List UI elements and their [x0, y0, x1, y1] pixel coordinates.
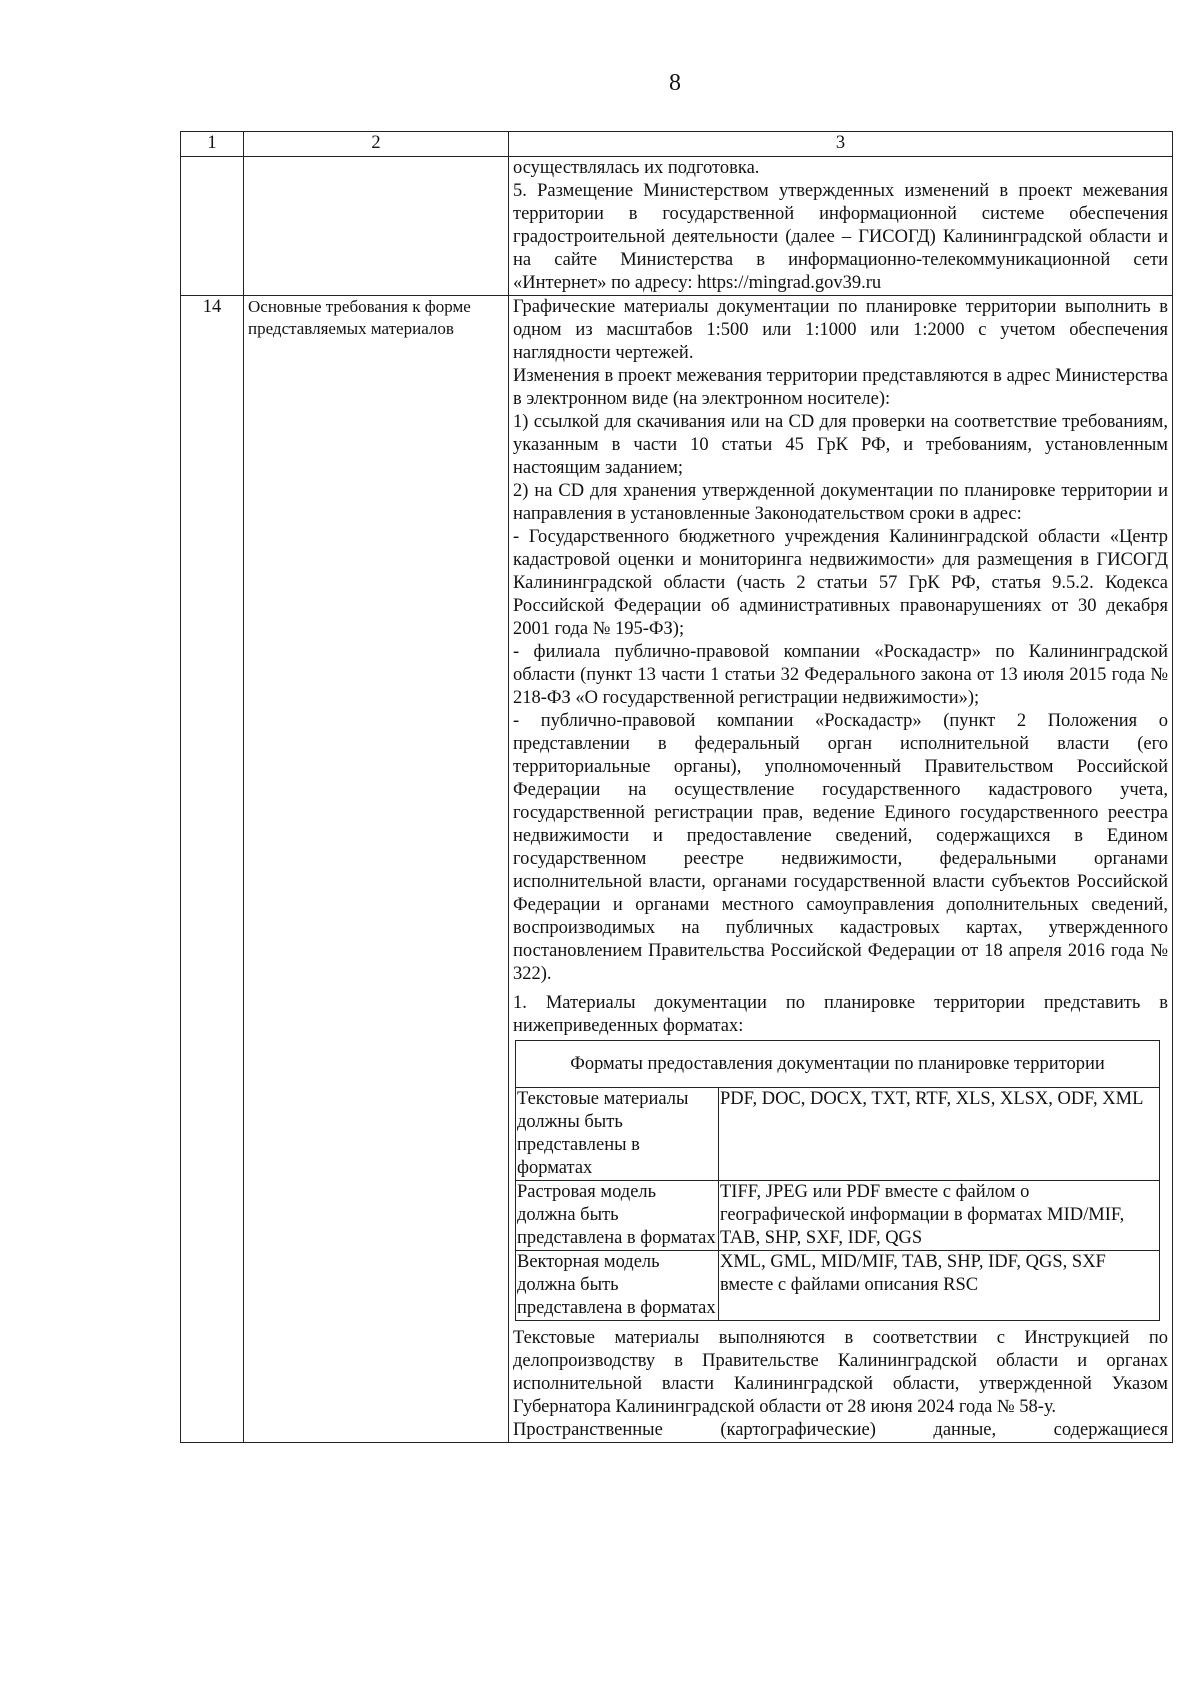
format-value: TIFF, JPEG или PDF вместе с файлом о географической информации в форматах MID/MIF, TAB, SHP, SXF, IDF, QGS: [719, 1181, 1160, 1251]
header-col-2: 2: [244, 132, 509, 157]
paragraph: - Государственного бюджетного учреждения Калининградской области «Центр кадастровой оценки и мониторинга недвижимости» для размещения в ГИСОГД Калининградской области (часть 2 статьи 57 ГрК РФ, статья 9.5.2. Кодекса Российской Федерации об административных правонарушениях от 30 декабря 2001 года № 195-ФЗ);: [513, 527, 1168, 639]
table-row: [516, 1181, 1160, 1251]
row-content-cell: [509, 157, 1173, 296]
header-col-3: 3: [509, 132, 1173, 157]
formats-table-title: Форматы предоставления документации по планировке территории: [516, 1041, 1160, 1088]
paragraph: Изменения в проект межевания территории представляются в адрес Министерства в электронном виде (на электронном носителе):: [513, 366, 1168, 409]
header-col-1: 1: [181, 132, 244, 157]
requirements-table: [180, 131, 1173, 1443]
formats-table: [515, 1040, 1160, 1321]
row-content-cell: [509, 296, 1173, 1443]
table-header-row: [181, 132, 1173, 157]
format-value: PDF, DOC, DOCX, TXT, RTF, XLS, XLSX, ODF, XML: [719, 1088, 1160, 1181]
table-row-continued: [181, 157, 1173, 296]
row-title-cell: Основные требования к форме представляемых материалов: [244, 296, 509, 1443]
paragraph: - публично-правовой компании «Роскадастр» (пункт 2 Положения о представлении в федеральный орган исполнительной власти (его территориальные органы), уполномоченный Правительством Российской Федерации на осуществление государственного кадастрового учета, государственной регистрации прав, ведение Единого государственного реестра недвижимости и предоставление сведений, содержащихся в Едином государственном реестре недвижимости, федеральными органами исполнительной власти, органами государственной власти субъектов Российской Федерации и органами местного самоуправления дополнительных сведений, воспроизводимых на публичных кадастровых картах, утвержденного постановлением Правительства Российской Федерации от 18 апреля 2016 года № 322).: [513, 711, 1168, 984]
paragraph: Пространственные (картографические) данные, содержащиеся: [513, 1420, 1168, 1440]
paragraph: 1) ссылкой для скачивания или на CD для проверки на соответствие требованиям, указанным в части 10 статьи 45 ГрК РФ, и требованиям, установленным настоящим заданием;: [513, 412, 1168, 478]
table-row: [516, 1088, 1160, 1181]
table-row: [516, 1251, 1160, 1321]
paragraph: - филиала публично-правовой компании «Роскадастр» по Калининградской области (пункт 13 части 1 статьи 32 Федерального закона от 13 июля 2015 года № 218-ФЗ «О государственной регистрации недвижимости»);: [513, 642, 1168, 708]
formats-intro: 1. Материалы документации по планировке территории представить в нижеприведенных форматах:: [513, 993, 1168, 1036]
table-row-14: [181, 296, 1173, 1443]
format-label: Текстовые материалы должны быть представлены в форматах: [516, 1088, 719, 1181]
format-label: Растровая модель должна быть представлена в форматах: [516, 1181, 719, 1251]
paragraph: Текстовые материалы выполняются в соответствии с Инструкцией по делопроизводству в Правительстве Калининградской области и органах исполнительной власти Калининградской области, утвержденной Указом Губернатора Калининградской области от 28 июня 2024 года № 58-у.: [513, 1328, 1168, 1417]
page-number: 8: [669, 70, 681, 96]
format-value: XML, GML, MID/MIF, TAB, SHP, IDF, QGS, SXF вместе с файлами описания RSC: [719, 1251, 1160, 1321]
paragraph: 2) на CD для хранения утвержденной документации по планировке территории и направления в установленные Законодательством сроки в адрес:: [513, 481, 1168, 524]
format-label: Векторная модель должна быть представлена в форматах: [516, 1251, 719, 1321]
row-title-cell: [244, 157, 509, 296]
row-number-cell: 14: [181, 296, 244, 1443]
row-number-cell: [181, 157, 244, 296]
paragraph: осуществлялась их подготовка.: [513, 158, 760, 178]
paragraph: 5. Размещение Министерством утвержденных изменений в проект межевания территории в государственной информационной системе обеспечения градостроительной деятельности (далее – ГИСОГД) Калининградской области и на сайте Министерства в информационно-телекоммуникационной сети «Интернет» по адресу: https://mingrad.gov39.ru: [513, 181, 1168, 293]
paragraph: Графические материалы документации по планировке территории выполнить в одном из масштабов 1:500 или 1:1000 или 1:2000 с учетом обеспечения наглядности чертежей.: [513, 297, 1168, 363]
